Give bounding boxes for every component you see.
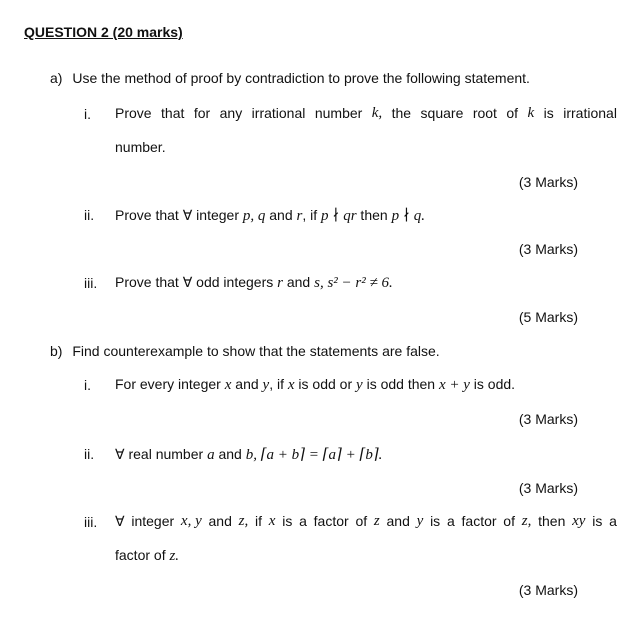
b-ii-marks: (3 Marks): [518, 480, 578, 496]
b-iii-number: iii.: [84, 514, 98, 530]
a-iii-marks: (5 Marks): [518, 309, 578, 325]
part-a-intro-text: Use the method of proof by contradiction to prove the following statement.: [72, 70, 530, 86]
a-iii-text: Prove that ∀ odd integers r and s, s² − r² ≠ 6.: [115, 274, 393, 291]
a-i-line2: number.: [115, 139, 166, 155]
a-ii-number: ii.: [84, 207, 95, 223]
part-b-label: b): [50, 343, 63, 359]
b-ii-number: ii.: [84, 446, 95, 462]
a-iii-number: iii.: [84, 275, 98, 291]
a-i-marks: (3 Marks): [518, 174, 578, 190]
b-i-text: For every integer x and y, if x is odd or y is odd then x + y is odd.: [115, 376, 516, 393]
b-i-number: i.: [84, 377, 91, 393]
question-title: QUESTION 2 (20 marks): [24, 24, 183, 40]
a-i-number: i.: [84, 106, 91, 122]
a-i-line1: Prove that for any irrational number k, the square root of k is irrational: [115, 105, 617, 121]
b-iii-line1: ∀ integer x, y and z, if x is a factor of z and y is a factor of z, then xy is a: [115, 513, 617, 529]
b-ii-text: ∀ real number a and b, ⌈a + b⌉ = ⌈a⌉ + ⌈b⌉.: [115, 446, 383, 463]
a-ii-marks: (3 Marks): [518, 241, 578, 257]
part-a-label: a): [50, 70, 63, 86]
a-ii-text: Prove that ∀ integer p, q and r, if p ∤ qr then p ∤ q.: [115, 207, 426, 224]
b-iii-line2: factor of z.: [115, 547, 180, 564]
part-b-intro: [50, 343, 440, 359]
b-iii-marks: (3 Marks): [518, 582, 578, 598]
part-a-intro: [50, 70, 530, 86]
part-b-intro-text: Find counterexample to show that the statements are false.: [72, 343, 440, 359]
b-i-marks: (3 Marks): [518, 411, 578, 427]
